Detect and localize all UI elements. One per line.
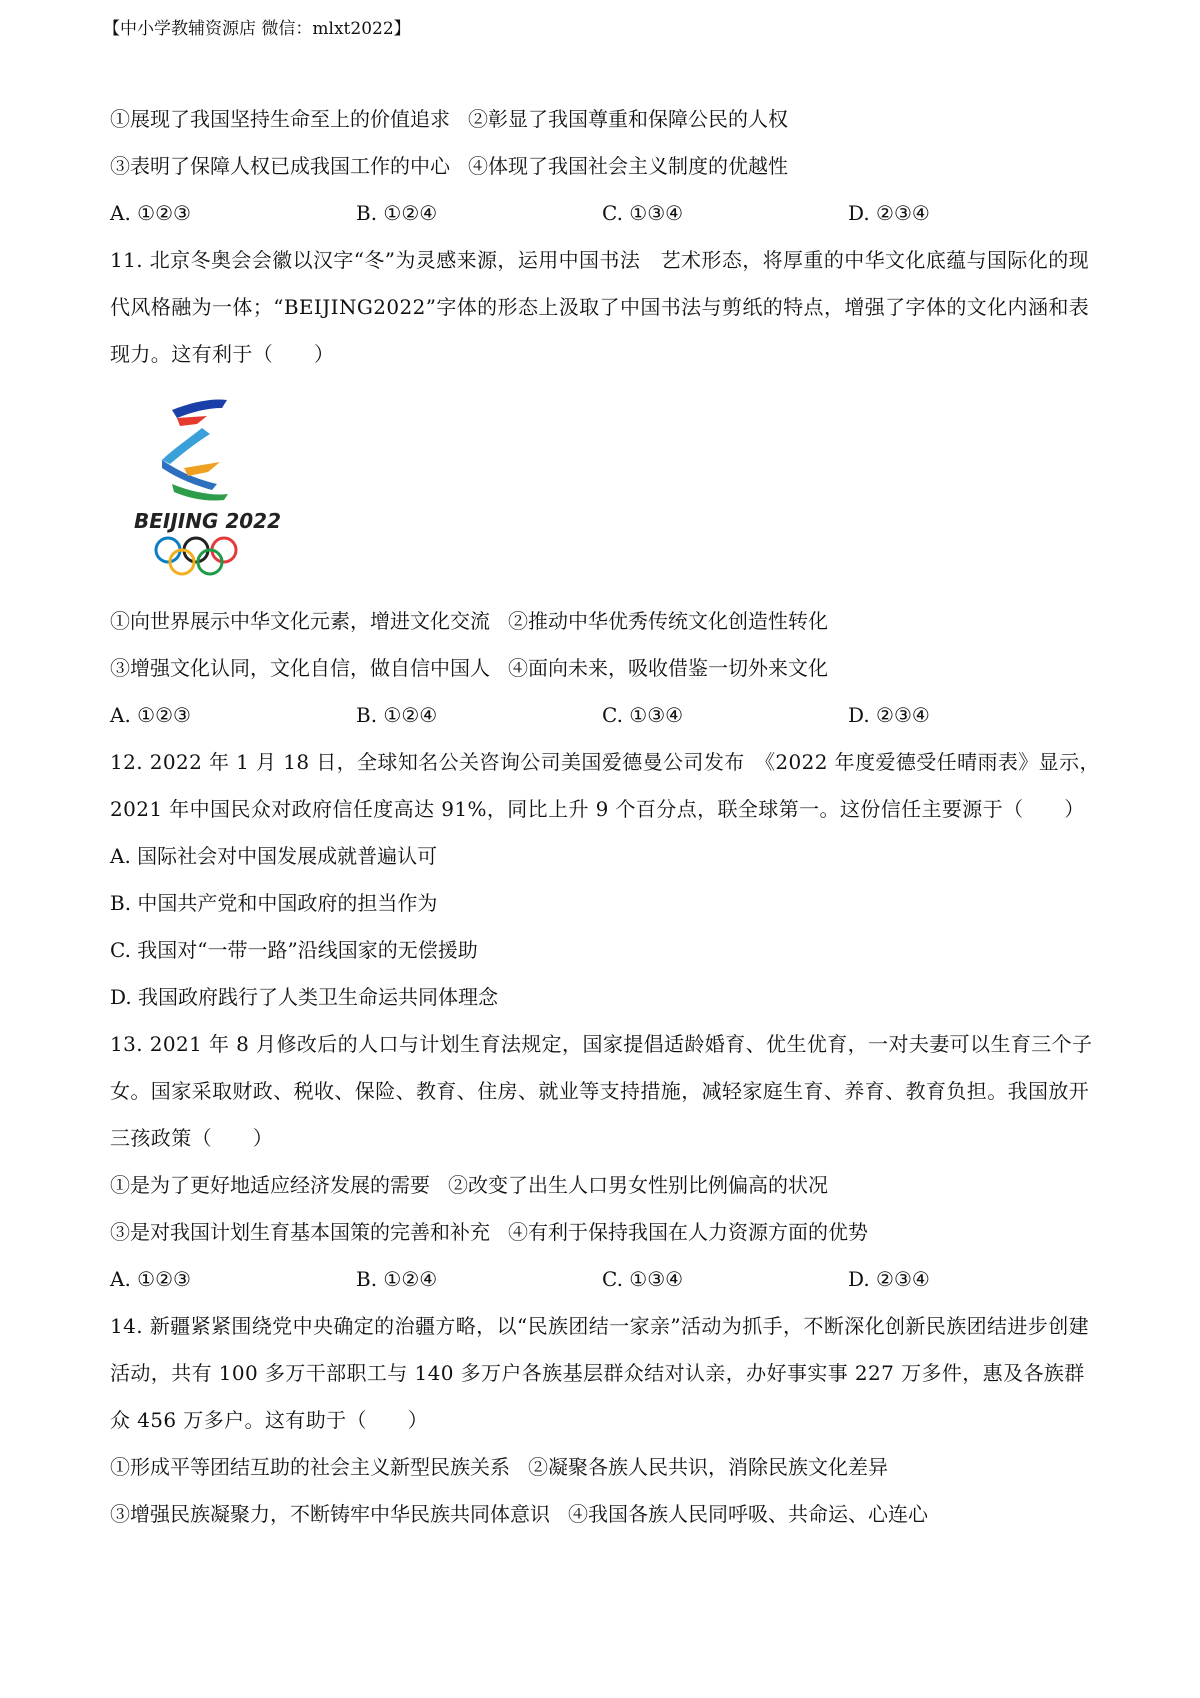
q14-statement-2: ②凝聚各族人民共识，消除民族文化差异 xyxy=(528,1455,888,1479)
q13-option-a: A. ①②③ xyxy=(110,1267,191,1291)
q10-options xyxy=(110,190,1100,237)
q10-statement-4: ④体现了我国社会主义制度的优越性 xyxy=(468,154,788,178)
q11-statement-3: ③增强文化认同，文化自信，做自信中国人 xyxy=(110,656,490,680)
q11-option-a: A. ①②③ xyxy=(110,703,191,727)
q13-statement-2: ②改变了出生人口男女性别比例偏高的状况 xyxy=(448,1173,828,1197)
q14-statements-row2 xyxy=(110,1491,1100,1538)
q10-statements-row1 xyxy=(110,96,1100,143)
q12-option-b: B. 中国共产党和中国政府的担当作为 xyxy=(110,891,438,915)
q13-stem: 13. 2021 年 8 月修改后的人口与计划生育法规定，国家提倡适龄婚育、优生优育，一对夫妻可以生育三个子女。国家采取财政、税收、保险、教育、住房、就业等支持措施，减轻家庭生育、养育、教育负担。我国放开三孩政策（ ） xyxy=(110,1032,1093,1150)
document-body xyxy=(110,96,1100,1538)
q10-statement-2: ②彰显了我国尊重和保障公民的人权 xyxy=(468,107,788,131)
q13-statements-row1 xyxy=(110,1162,1100,1209)
q10-option-c: C. ①③④ xyxy=(602,201,684,225)
q14-stem: 14. 新疆紧紧围绕党中央确定的治疆方略，以“民族团结一家亲”活动为抓手，不断深化创新民族团结进步创建活动，共有 100 多万干部职工与 140 多万户各族基层群众结对认亲，办好事实事 227 万多件，惠及各族群众 456 万多户。这有助于（ ） xyxy=(110,1314,1090,1432)
q11-option-b: B. ①②④ xyxy=(356,703,438,727)
q12-stem: 12. 2022 年 1 月 18 日，全球知名公关咨询公司美国爱德曼公司发布 《2022 年度爱德受任晴雨表》显示，2021 年中国民众对政府信任度高达 91%，同比上升 9 个百分点，联全球第一。这份信任主要源于（ ） xyxy=(110,750,1100,821)
q12-option-d: D. 我国政府践行了人类卫生命运共同体理念 xyxy=(110,985,499,1009)
q13-statement-1: ①是为了更好地适应经济发展的需要 xyxy=(110,1173,430,1197)
q10-statement-1: ①展现了我国坚持生命至上的价值追求 xyxy=(110,107,450,131)
q13-statement-3: ③是对我国计划生育基本国策的完善和补充 xyxy=(110,1220,490,1244)
q11-statements-row1 xyxy=(110,598,1100,645)
q13-statement-4: ④有利于保持我国在人力资源方面的优势 xyxy=(508,1220,868,1244)
q12-option-c: C. 我国对“一带一路”沿线国家的无偿援助 xyxy=(110,938,478,962)
q11-options xyxy=(110,692,1100,739)
q11-option-d: D. ②③④ xyxy=(848,703,930,727)
q14-statement-3: ③增强民族凝聚力，不断铸牢中华民族共同体意识 xyxy=(110,1502,550,1526)
q13-option-c: C. ①③④ xyxy=(602,1267,684,1291)
q10-statements-row2 xyxy=(110,143,1100,190)
q12-option-a: A. 国际社会对中国发展成就普遍认可 xyxy=(110,844,438,868)
q11-statement-4: ④面向未来，吸收借鉴一切外来文化 xyxy=(508,656,828,680)
q14-statements-row1 xyxy=(110,1444,1100,1491)
q11-statements-row2 xyxy=(110,645,1100,692)
q13-options xyxy=(110,1256,1100,1303)
q14-statement-4: ④我国各族人民同呼吸、共命运、心连心 xyxy=(568,1502,928,1526)
emblem-graphic xyxy=(132,388,282,578)
q10-option-d: D. ②③④ xyxy=(848,201,930,225)
q11-stem: 11. 北京冬奥会会徽以汉字“冬”为灵感来源，运用中国书法 艺术形态，将厚重的中华文化底蕴与国际化的现代风格融为一体；“BEIJING2022”字体的形态上汲取了中国书法与剪纸的特点，增强了字体的文化内涵和表现力。这有利于（ ） xyxy=(110,248,1090,366)
page-header: 【中小学教辅资源店 微信：mlxt2022】 xyxy=(103,19,411,39)
q10-option-b: B. ①②④ xyxy=(356,201,438,225)
q10-statement-3: ③表明了保障人权已成我国工作的中心 xyxy=(110,154,450,178)
q11-statement-2: ②推动中华优秀传统文化创造性转化 xyxy=(508,609,828,633)
q13-option-b: B. ①②④ xyxy=(356,1267,438,1291)
beijing-2022-emblem xyxy=(110,378,1100,598)
q13-option-d: D. ②③④ xyxy=(848,1267,930,1291)
q14-statement-1: ①形成平等团结互助的社会主义新型民族关系 xyxy=(110,1455,510,1479)
q10-option-a: A. ①②③ xyxy=(110,201,191,225)
q11-option-c: C. ①③④ xyxy=(602,703,684,727)
q13-statements-row2 xyxy=(110,1209,1100,1256)
emblem-text: BEIJING 2022 xyxy=(134,509,282,533)
q11-statement-1: ①向世界展示中华文化元素，增进文化交流 xyxy=(110,609,490,633)
